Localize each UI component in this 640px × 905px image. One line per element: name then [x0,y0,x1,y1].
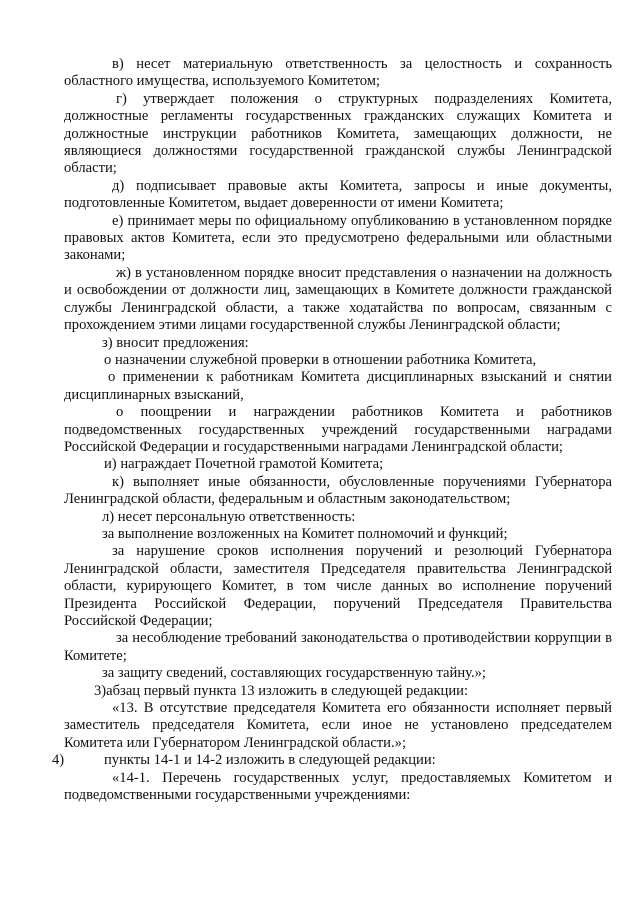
paragraph-proposal-inspection: о назначении служебной проверки в отношении работника Комитета, [104,351,537,368]
paragraph-responsibility-corruption: за несоблюдение требований законодательства о противодействии коррупции в Комитете; [64,630,612,664]
paragraph-proposal-awards: о поощрении и награждении работников Комитета и работников подведомственных государственных учреждений государственными наградами Российской Федерации и государственными наградами Ленинградской области; [64,404,612,455]
paragraph-z: з) вносит предложения: [102,334,249,351]
paragraph-l: л) несет персональную ответственность: [102,508,356,525]
paragraph-responsibility-secrets: за защиту сведений, составляющих государственную тайну.»; [102,665,486,682]
paragraph-k: к) выполняет иные обязанности, обусловленные поручениями Губернатора Ленинградской области, федеральным и областным законодательством; [64,473,612,508]
paragraph-e: е) принимает меры по официальному опубликованию в установленном порядке правовых актов Комитета, если это предусмотрено федеральными или областными законами; [64,212,612,264]
paragraph-responsibility-deadlines: за нарушение сроков исполнения поручений и резолюций Губернатора Ленинградской области, заместителя Председателя правительства Ленинградской области, курирующего Комитет, в том числе данных во исполнение поручений Президента Российской Федерации, поручений Председателя Правительства Российской Федерации; [64,543,612,629]
paragraph-i: и) награждает Почетной грамотой Комитета; [104,456,384,473]
paragraph-zh: ж) в установленном порядке вносит представления о назначении на должность и освобождении от должности лиц, замещающих в Комитете должности гражданской службы Ленинградской области, а также ходатайства по вопросам, связанным с прохождением этими лицами государственной службы Ленинградской области; [64,264,612,334]
paragraph-clause-13: «13. В отсутствие председателя Комитета его обязанности исполняет первый заместитель председателя Комитета, если иное не установлено председателем Комитета или Губернатором Ленинградской области.»; [64,700,612,751]
paragraph-g: г) утверждает положения о структурных подразделениях Комитета, должностные регламенты государственных гражданских служащих Комитета и должностные инструкции работников Комитета, замещающих должности, не являющиеся должностями государственной гражданской службы Ленинградской области; [64,90,612,177]
paragraph-d: д) подписывает правовые акты Комитета, запросы и иные документы, подготовленные Комитетом, выдает доверенности от имени Комитета; [64,177,612,212]
paragraph-item-4 [52,752,612,769]
item-4-text: пункты 14-1 и 14-2 изложить в следующей редакции: [104,752,436,769]
paragraph-item-3: 3)абзац первый пункта 13 изложить в следующей редакции: [94,682,469,699]
paragraph-responsibility-functions: за выполнение возложенных на Комитет полномочий и функций; [102,525,508,542]
paragraph-v: в) несет материальную ответственность за целостность и сохранность областного имущества, используемого Комитетом; [64,56,612,90]
item-4-number: 4) [52,752,65,769]
document-body [52,56,612,804]
paragraph-proposal-discipline: о применении к работникам Комитета дисциплинарных взысканий и снятии дисциплинарных взысканий, [64,369,612,403]
paragraph-clause-14-1: «14-1. Перечень государственных услуг, предоставляемых Комитетом и подведомственными государственными учреждениями: [64,769,612,804]
